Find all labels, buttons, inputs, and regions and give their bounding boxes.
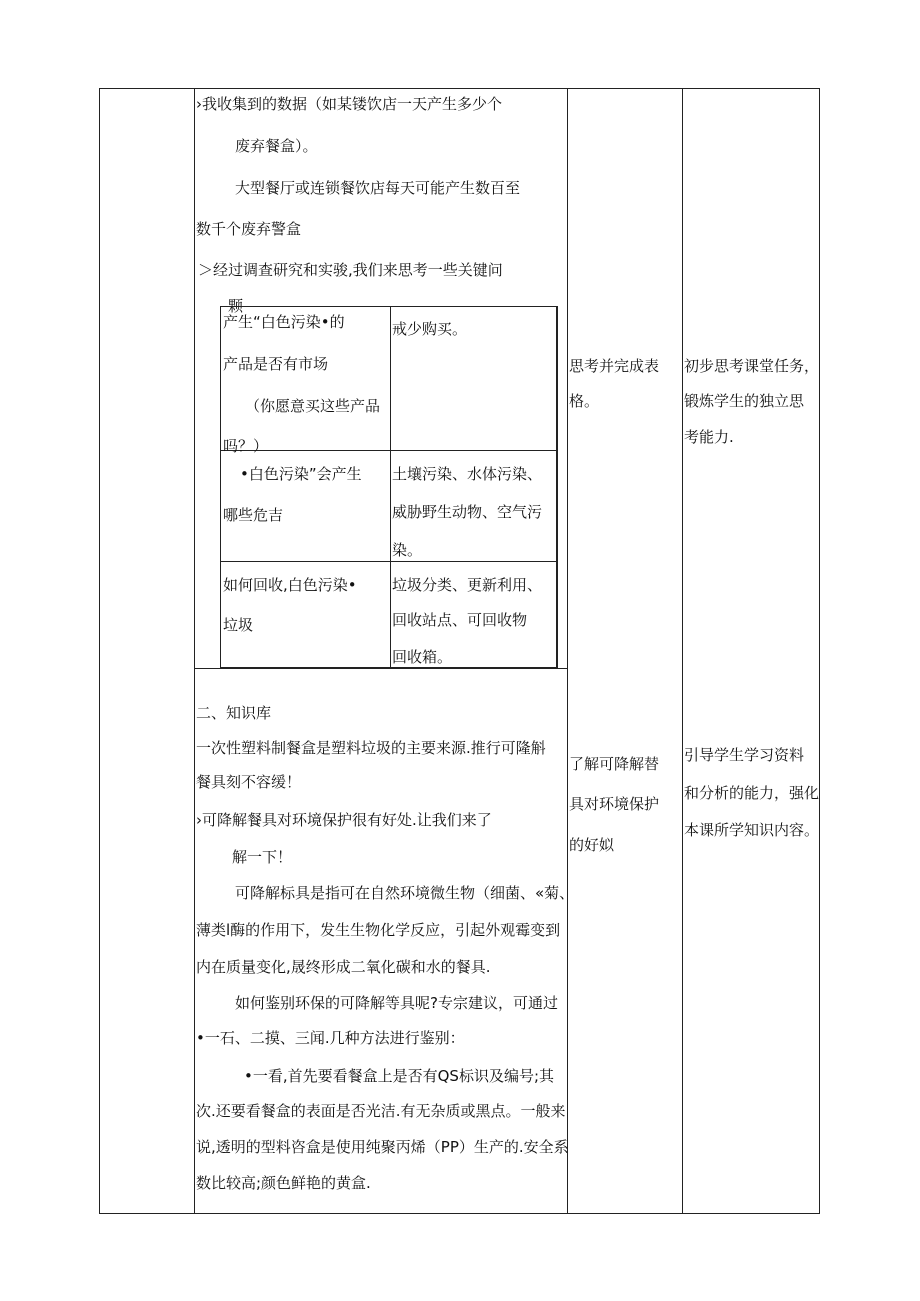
student-activity: 的好姒	[569, 836, 615, 854]
section-title: 二、知识库	[196, 704, 272, 722]
text-line: 废弃餐盒）。	[235, 137, 318, 155]
table-cell: 垃圾分类、更新利用、	[392, 576, 543, 594]
table-cell: 如何回收,白色污染•	[223, 576, 357, 594]
design-intent: 初步思考课堂任务，	[684, 357, 820, 375]
text-line: 一次性塑料制餐盒是塑料垃圾的主要来源.推行可隆斛	[196, 739, 546, 757]
table-cell: 回收箱。	[392, 648, 453, 666]
table-cell: 产品是否有市场	[223, 355, 329, 373]
design-intent: 引导学生学习资料	[684, 746, 805, 764]
text-line: 次.还要看餐盒的表面是否光洁.有无杂质或黑点。一般来	[196, 1102, 566, 1120]
section-divider	[195, 668, 567, 669]
design-intent: 本课所学知识内容。	[684, 821, 820, 839]
text-line: 可降解标具是指可在自然环境微生物（细菌、«菊、	[235, 884, 575, 902]
table-cell: •白色污染”会产生	[240, 465, 362, 483]
text-line: 如何鉴别环保的可降解等具呢?专宗建议，可通过	[235, 994, 558, 1012]
text-line: 餐具刻不容缓！	[196, 773, 302, 791]
column-divider	[682, 88, 683, 1214]
text-line: 解一下！	[232, 848, 293, 866]
table-cell: 回收站点、可回收物	[392, 611, 528, 629]
text-line: 数比较高;颜色鲜艳的黄盒.	[196, 1174, 371, 1192]
design-intent: 锻炼学生的独立思	[684, 392, 805, 410]
table-cell: 染。	[392, 541, 423, 559]
table-cell: 土壤污染、水体污染、	[392, 465, 543, 483]
text-line: 薄类l酶的作用下，发生生物化学反应，引起外观霉变到	[196, 921, 561, 939]
inner-table-stub	[557, 306, 567, 668]
text-line: ›可降解餐具对环境保护很有好处.让我们来了	[196, 811, 492, 829]
table-cell: 产生“白色污染•的	[223, 313, 345, 331]
student-activity: 格。	[569, 392, 600, 410]
design-intent: 和分析的能力，强化	[684, 784, 820, 802]
student-activity: 思考并完成表	[569, 357, 660, 375]
table-cell: 吗？）	[223, 437, 269, 455]
text-line: ＞经过调查研究和实骏,我们来思考一些关键问	[198, 261, 503, 279]
column-divider	[567, 88, 568, 1214]
table-cell: 哪些危吉	[223, 506, 284, 524]
table-cell: 戒少购买。	[392, 320, 468, 338]
design-intent: 考能力.	[684, 428, 734, 446]
text-line: 说,透明的型料咨盒是使用纯聚丙烯（PP）生产的.安全系	[196, 1138, 569, 1156]
table-cell: 威胁野生动物、空气污	[392, 503, 543, 521]
text-line: •一石、二摸、三闻.几种方法进行鉴别：	[196, 1029, 465, 1047]
table-cell: 垃圾	[223, 616, 254, 634]
text-line: 大型餐厅或连锁餐饮店每天可能产生数百至	[235, 179, 521, 197]
student-activity: 了解可降解替	[569, 755, 660, 773]
table-cell: （你愿意买这些产品	[245, 397, 381, 415]
student-activity: 具对环境保护	[569, 795, 660, 813]
clipped-text: 颗	[228, 297, 244, 315]
text-line: 数千个废弃警盒	[196, 220, 302, 238]
text-line: •一看,首先要看餐盒上是否有QS标识及编号;其	[244, 1067, 554, 1085]
column-divider	[194, 88, 195, 1214]
text-line: ›我收集到的数据（如某镂饮店一天产生多少个	[196, 95, 503, 113]
text-line: 内在质量变化,晟终形成二氧化碳和水的餐具.	[196, 958, 491, 976]
